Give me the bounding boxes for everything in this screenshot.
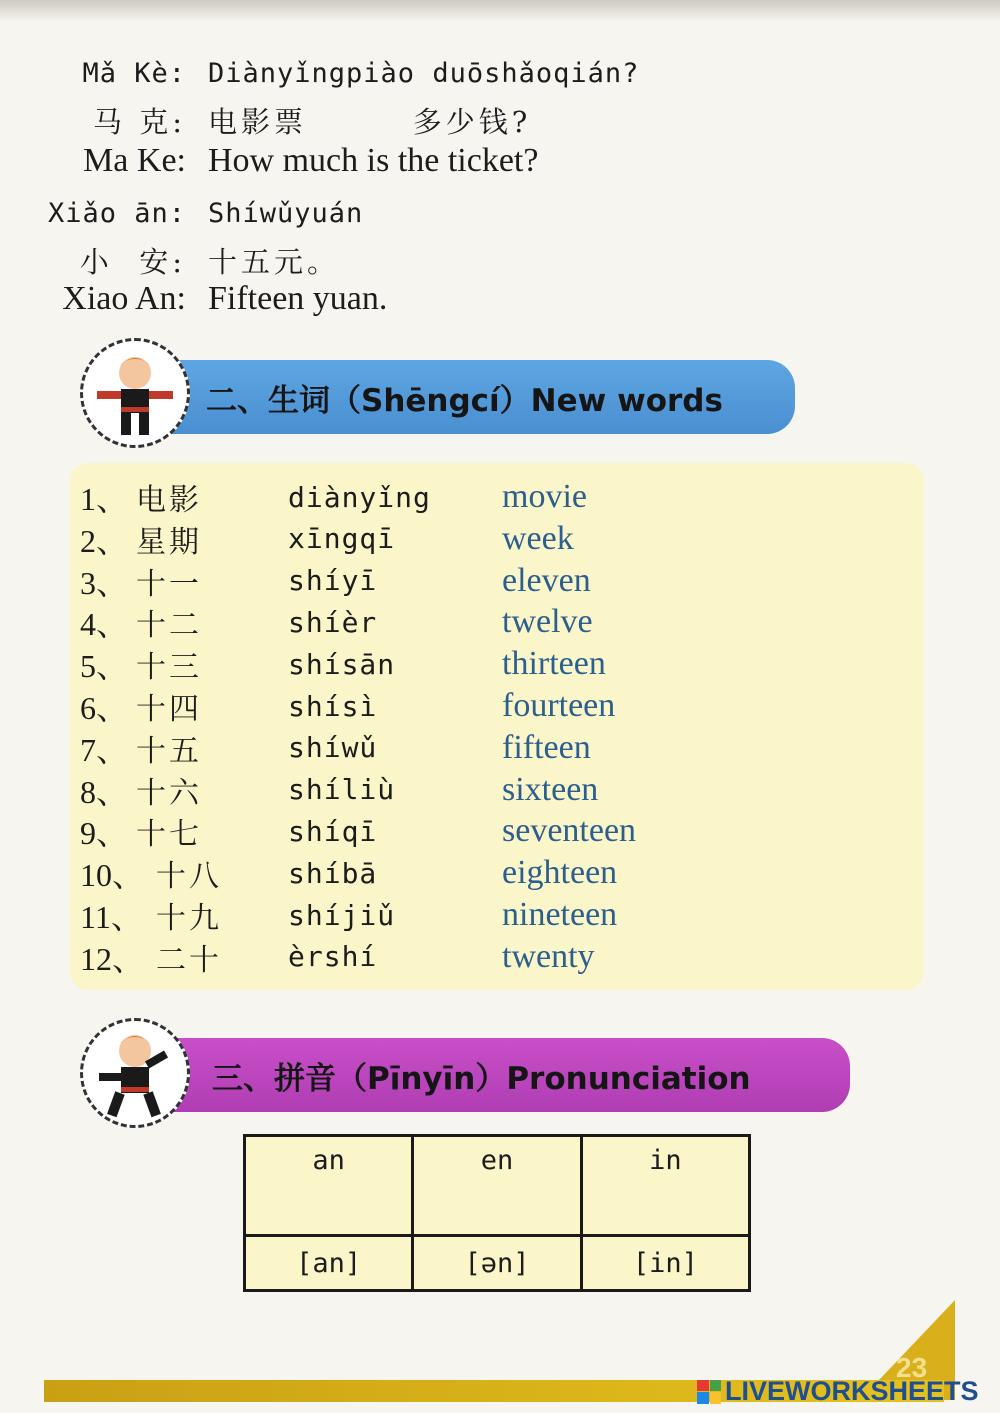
vocab-row xyxy=(80,518,574,560)
vocab-english: eleven xyxy=(502,561,591,599)
vocab-english: eighteen xyxy=(502,854,618,892)
line-text: 十五元。 xyxy=(208,245,341,279)
page-top-shadow xyxy=(0,0,1000,22)
vocab-pinyin: shíbā xyxy=(288,856,378,890)
section-banner-pronunciation xyxy=(150,1038,850,1112)
dialogue-line xyxy=(0,280,387,318)
vocab-english: week xyxy=(502,519,574,557)
vocab-hanzi: 十五 xyxy=(136,733,202,769)
final-cell: an xyxy=(245,1136,413,1236)
line-text: Diànyǐngpiào duōshǎoqián? xyxy=(208,58,640,89)
vocab-row xyxy=(80,643,606,685)
vocab-number: 5、 xyxy=(80,648,129,685)
vocab-hanzi: 十六 xyxy=(136,775,202,811)
speaker: Xiao An: xyxy=(62,280,186,317)
dialogue-line xyxy=(0,240,340,281)
vocab-number: 3、 xyxy=(80,564,129,601)
vocab-hanzi: 十四 xyxy=(136,692,202,727)
ipa-cell: [an] xyxy=(245,1236,413,1291)
page-number: 23 xyxy=(896,1352,928,1383)
vocab-hanzi: 电影 xyxy=(136,483,202,518)
vocab-english: nineteen xyxy=(502,896,618,933)
vocab-english: seventeen xyxy=(502,812,637,850)
speaker: Xiǎo ān: xyxy=(47,198,186,229)
vocab-hanzi: 星期 xyxy=(136,524,202,560)
vocab-hanzi: 十九 xyxy=(156,901,222,936)
vocab-number: 9、 xyxy=(80,815,129,852)
dialogue-line xyxy=(0,100,531,141)
vocab-number: 8、 xyxy=(80,773,129,810)
vocab-row xyxy=(80,685,615,727)
dialogue-line xyxy=(0,142,538,180)
speaker: Mǎ Kè: xyxy=(82,58,186,89)
line-text: 电影票 多少钱? xyxy=(208,105,532,139)
vocab-hanzi: 二十 xyxy=(156,942,222,978)
vocab-english: sixteen xyxy=(502,770,599,808)
speaker: 马 克: xyxy=(93,105,186,139)
dialogue-line xyxy=(0,58,639,89)
vocab-english: fourteen xyxy=(502,687,616,724)
ipa-cell: [ən] xyxy=(413,1236,581,1291)
vocab-row xyxy=(80,936,595,978)
vocab-number: 11、 xyxy=(80,899,143,935)
vocab-row xyxy=(80,810,636,852)
mascot-icon xyxy=(80,1018,190,1128)
vocab-row xyxy=(80,560,591,602)
vocab-english: thirteen xyxy=(502,645,606,683)
pinyin-table xyxy=(243,1134,751,1292)
final-cell: en xyxy=(413,1136,581,1236)
line-text: Fifteen yuan. xyxy=(208,280,388,317)
vocab-pinyin: shíyī xyxy=(288,564,378,598)
vocab-hanzi: 十八 xyxy=(156,859,222,895)
watermark xyxy=(697,1376,979,1407)
section-banner-new-words xyxy=(150,360,795,434)
vocab-pinyin: shíjiǔ xyxy=(288,898,396,932)
vocab-number: 6、 xyxy=(80,690,129,726)
vocab-pinyin: shísān xyxy=(288,647,396,681)
vocab-pinyin: shíèr xyxy=(288,605,378,639)
section-title: 三、拼音（Pīnyīn）Pronunciation xyxy=(212,1060,751,1097)
vocab-hanzi: 十三 xyxy=(136,650,202,686)
vocab-row xyxy=(80,476,587,518)
vocab-number: 2、 xyxy=(80,522,129,559)
vocab-row xyxy=(80,601,593,643)
vocab-pinyin: shíqī xyxy=(288,814,378,848)
vocab-hanzi: 十七 xyxy=(136,817,202,853)
liveworksheets-logo-icon xyxy=(697,1380,721,1404)
speaker: Ma Ke: xyxy=(83,142,186,179)
vocab-pinyin: shíliù xyxy=(288,773,396,807)
vocab-number: 4、 xyxy=(80,606,129,643)
vocab-pinyin: èrshí xyxy=(288,940,378,974)
vocab-english: fifteen xyxy=(502,728,591,766)
ipa-cell: [in] xyxy=(581,1236,749,1291)
watermark-text: LIVEWORKSHEETS xyxy=(725,1376,979,1406)
vocab-row xyxy=(80,727,591,769)
line-text: Shíwǔyuán xyxy=(208,198,364,229)
vocab-pinyin: shísì xyxy=(288,689,378,723)
final-cell: in xyxy=(581,1136,749,1236)
vocab-number: 1、 xyxy=(80,481,129,517)
vocab-row xyxy=(80,894,617,936)
mascot-icon xyxy=(80,338,190,448)
vocab-number: 12、 xyxy=(80,940,145,977)
vocab-row xyxy=(80,769,598,811)
vocab-hanzi: 十一 xyxy=(136,566,202,602)
vocab-pinyin: diànyǐng xyxy=(288,480,431,514)
vocab-hanzi: 十二 xyxy=(136,608,202,644)
vocab-english: movie xyxy=(502,478,587,515)
line-text: How much is the ticket? xyxy=(208,142,539,179)
section-title: 二、生词（Shēngcí）New words xyxy=(206,382,723,419)
dialogue-line xyxy=(0,198,363,229)
vocab-number: 7、 xyxy=(80,731,129,768)
vocab-english: twelve xyxy=(502,603,593,641)
vocab-row xyxy=(80,852,617,894)
vocab-number: 10、 xyxy=(80,857,145,894)
vocab-pinyin: shíwǔ xyxy=(288,731,378,765)
vocab-english: twenty xyxy=(502,937,595,975)
speaker: 小 安: xyxy=(79,245,186,279)
vocab-pinyin: xīngqī xyxy=(288,522,396,556)
